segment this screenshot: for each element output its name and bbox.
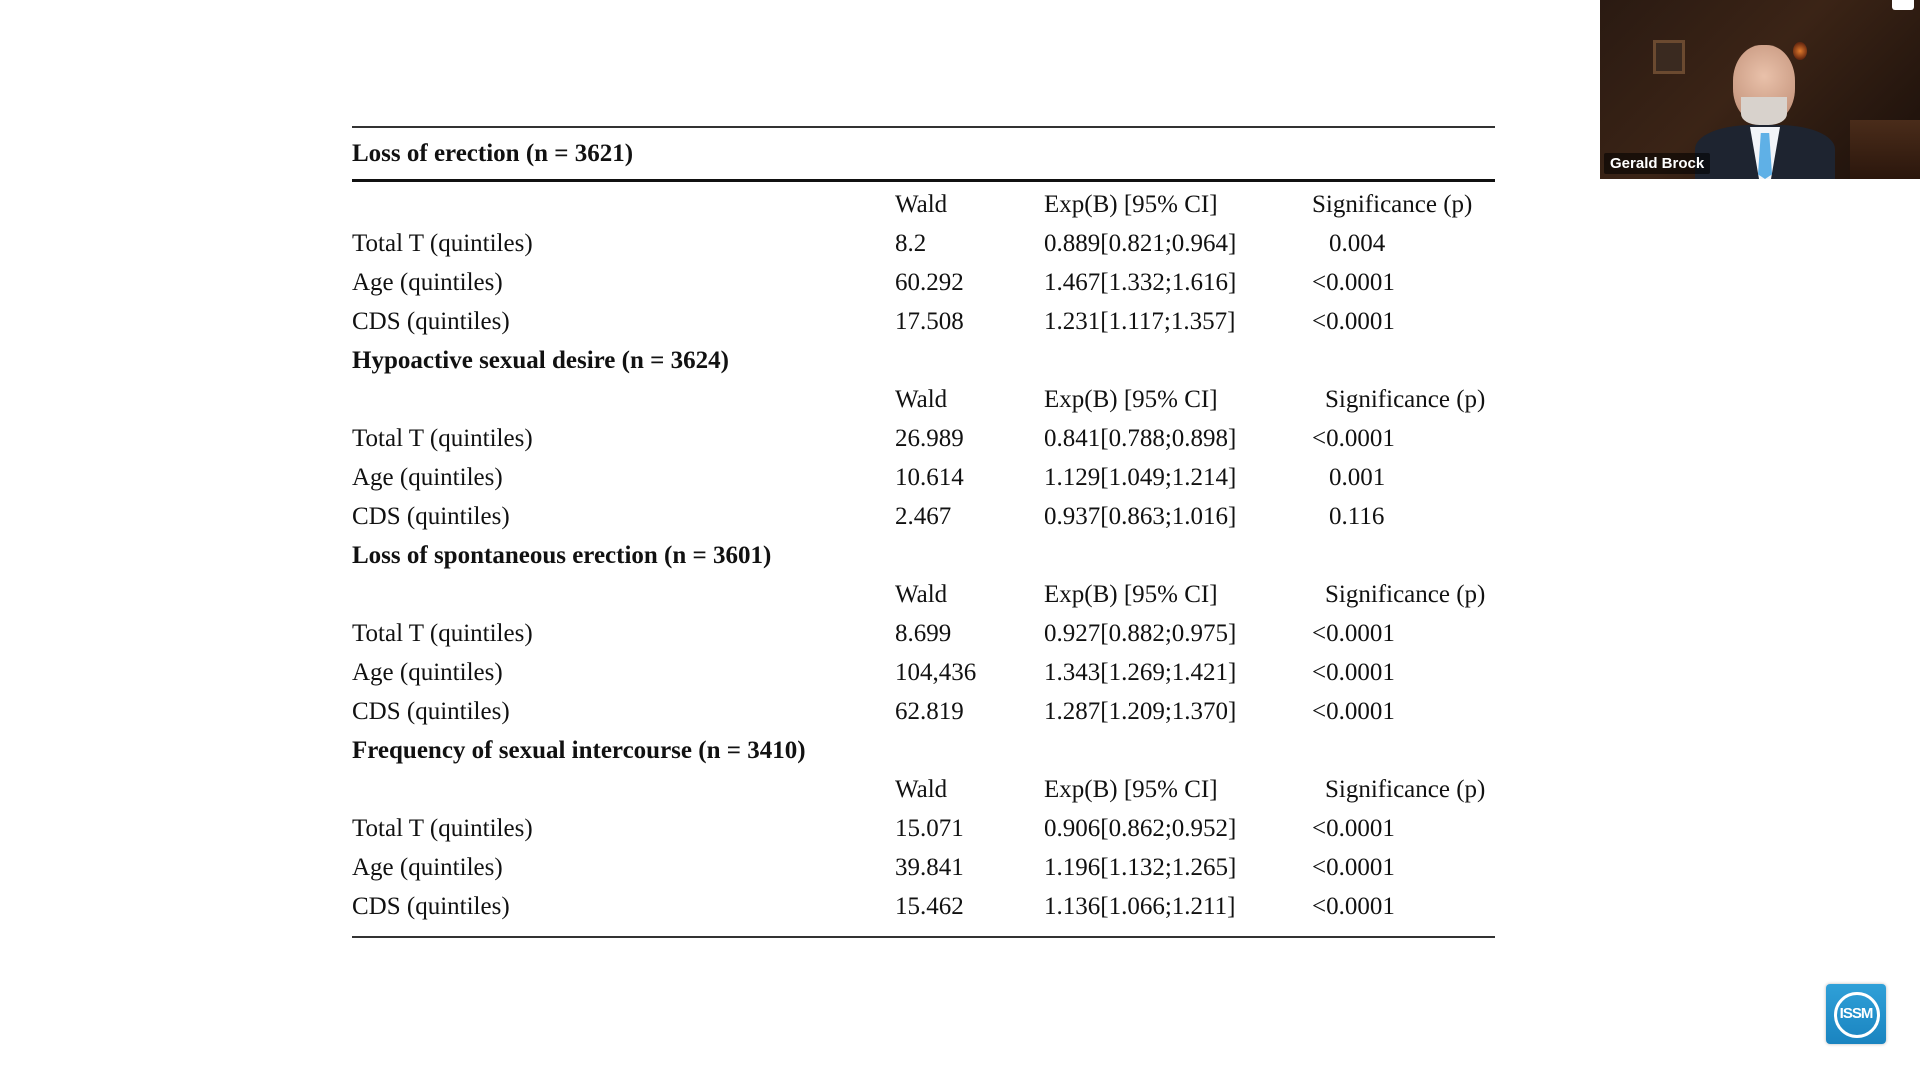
section-title: Loss of erection (n = 3621) — [352, 140, 634, 167]
table-row — [352, 809, 1495, 848]
row-exp: 1.196[1.132;1.265] — [1044, 854, 1237, 881]
row-wald: 2.467 — [895, 503, 952, 530]
section-title: Hypoactive sexual desire (n = 3624) — [352, 347, 729, 374]
table-row — [352, 458, 1495, 497]
row-exp: 0.841[0.788;0.898] — [1044, 425, 1237, 452]
section-title: Loss of spontaneous erection (n = 3601) — [352, 542, 772, 569]
row-label: Total T (quintiles) — [352, 620, 533, 647]
row-exp: 0.927[0.882;0.975] — [1044, 620, 1237, 647]
section-title-row — [352, 128, 1495, 179]
table-row — [352, 614, 1495, 653]
row-wald: 10.614 — [895, 464, 964, 491]
section-title-row — [352, 536, 1495, 575]
participant-avatar — [1695, 45, 1835, 179]
header-exp: Exp(B) [95% CI] — [1044, 776, 1218, 803]
row-significance: <0.0001 — [1312, 425, 1395, 452]
header-wald: Wald — [895, 191, 948, 218]
row-wald: 104,436 — [895, 659, 977, 686]
row-significance: <0.0001 — [1312, 698, 1395, 725]
row-label: CDS (quintiles) — [352, 698, 510, 725]
header-wald: Wald — [895, 581, 948, 608]
header-significance: Significance (p) — [1325, 386, 1486, 413]
header-exp: Exp(B) [95% CI] — [1044, 581, 1218, 608]
row-exp: 0.937[0.863;1.016] — [1044, 503, 1237, 530]
table-row — [352, 848, 1495, 887]
row-label: CDS (quintiles) — [352, 893, 510, 920]
header-exp: Exp(B) [95% CI] — [1044, 386, 1218, 413]
table-row — [352, 653, 1495, 692]
issm-logo — [1826, 984, 1886, 1044]
row-exp: 1.287[1.209;1.370] — [1044, 698, 1237, 725]
row-exp: 1.136[1.066;1.211] — [1044, 893, 1236, 920]
row-label: Total T (quintiles) — [352, 230, 533, 257]
table-row — [352, 263, 1495, 302]
row-label: Total T (quintiles) — [352, 425, 533, 452]
header-wald: Wald — [895, 386, 948, 413]
header-wald: Wald — [895, 776, 948, 803]
column-header-row — [352, 185, 1495, 224]
row-wald: 62.819 — [895, 698, 964, 725]
row-exp: 0.906[0.862;0.952] — [1044, 815, 1237, 842]
row-significance: <0.0001 — [1312, 269, 1395, 296]
table-row — [352, 887, 1495, 926]
row-wald: 8.2 — [895, 230, 927, 257]
row-significance: 0.004 — [1329, 230, 1386, 257]
row-significance: <0.0001 — [1312, 620, 1395, 647]
table-row — [352, 497, 1495, 536]
row-significance: <0.0001 — [1312, 815, 1395, 842]
row-significance: <0.0001 — [1312, 893, 1395, 920]
row-wald: 26.989 — [895, 425, 964, 452]
wall-picture — [1653, 40, 1685, 74]
row-label: CDS (quintiles) — [352, 503, 510, 530]
column-header-row — [352, 770, 1495, 809]
row-wald: 15.071 — [895, 815, 964, 842]
row-label: Age (quintiles) — [352, 464, 503, 491]
row-significance: <0.0001 — [1312, 308, 1395, 335]
header-significance: Significance (p) — [1312, 191, 1473, 218]
row-wald: 15.462 — [895, 893, 964, 920]
row-significance: 0.001 — [1329, 464, 1386, 491]
row-wald: 17.508 — [895, 308, 964, 335]
header-significance: Significance (p) — [1325, 776, 1486, 803]
regression-table — [352, 126, 1495, 938]
row-label: CDS (quintiles) — [352, 308, 510, 335]
table-bottom-rule — [352, 936, 1495, 938]
row-exp: 1.467[1.332;1.616] — [1044, 269, 1237, 296]
section-title: Frequency of sexual intercourse (n = 3410) — [352, 737, 806, 764]
participant-video-tile[interactable] — [1600, 0, 1920, 179]
row-wald: 60.292 — [895, 269, 964, 296]
section-title-row — [352, 731, 1495, 770]
table-row — [352, 302, 1495, 341]
logo-text: ISSM — [1839, 1005, 1873, 1022]
row-significance: <0.0001 — [1312, 659, 1395, 686]
table-row — [352, 224, 1495, 263]
row-label: Total T (quintiles) — [352, 815, 533, 842]
row-significance: 0.116 — [1329, 503, 1385, 530]
row-label: Age (quintiles) — [352, 269, 503, 296]
column-header-row — [352, 380, 1495, 419]
corner-highlight — [1892, 0, 1914, 10]
row-exp: 1.343[1.269;1.421] — [1044, 659, 1237, 686]
section-title-row — [352, 341, 1495, 380]
row-label: Age (quintiles) — [352, 854, 503, 881]
background-shelf — [1850, 120, 1920, 179]
participant-name: Gerald Brock — [1604, 153, 1710, 174]
row-exp: 1.231[1.117;1.357] — [1044, 308, 1236, 335]
row-exp: 0.889[0.821;0.964] — [1044, 230, 1237, 257]
row-exp: 1.129[1.049;1.214] — [1044, 464, 1237, 491]
header-exp: Exp(B) [95% CI] — [1044, 191, 1218, 218]
row-significance: <0.0001 — [1312, 854, 1395, 881]
table-row — [352, 419, 1495, 458]
header-significance: Significance (p) — [1325, 581, 1486, 608]
row-label: Age (quintiles) — [352, 659, 503, 686]
table-row — [352, 692, 1495, 731]
row-wald: 8.699 — [895, 620, 952, 647]
row-wald: 39.841 — [895, 854, 964, 881]
column-header-row — [352, 575, 1495, 614]
